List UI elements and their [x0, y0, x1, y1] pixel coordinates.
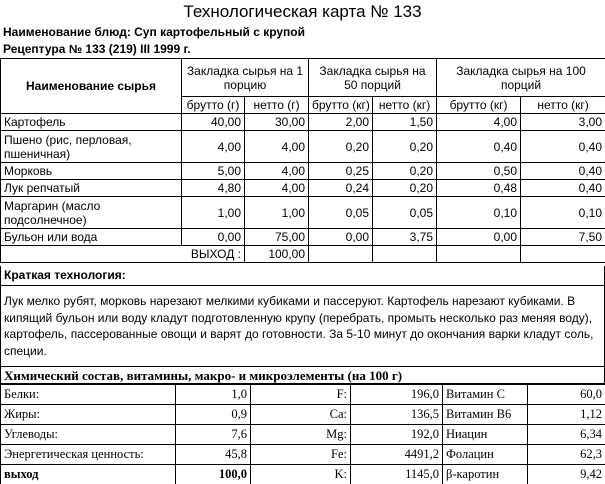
- table-row: [1, 405, 605, 425]
- cell-value: 2,00: [309, 114, 373, 131]
- ingredients-table: [0, 58, 605, 263]
- cell-value: 0,20: [373, 180, 437, 197]
- nutrient-value: 7,6: [176, 425, 251, 445]
- cell-value: 0,40: [521, 163, 605, 180]
- table-row: [1, 229, 605, 246]
- cell-value: 5,00: [182, 163, 245, 180]
- nutrient-value: 45,8: [176, 445, 251, 465]
- group-header: Закладка сырья на 1 порцию: [182, 59, 309, 97]
- sub-header: нетто (г): [245, 97, 309, 114]
- ingredient-name: Бульон или вода: [1, 229, 182, 246]
- table-row: [1, 385, 605, 405]
- cell-value: 0,20: [309, 131, 373, 163]
- cell-value: 0,00: [182, 229, 245, 246]
- nutrient-label: Углеводы:: [1, 425, 176, 445]
- cell-value: 4,00: [245, 163, 309, 180]
- vitamin-value: 9,42: [528, 465, 605, 484]
- table-row: [1, 445, 605, 465]
- technology-header: Краткая технология:: [0, 266, 605, 286]
- ingredient-name: Морковь: [1, 163, 182, 180]
- cell-value: 0,10: [437, 197, 521, 229]
- cell-value: 0,00: [309, 229, 373, 246]
- cell-value: 0,00: [437, 229, 521, 246]
- sub-header: брутто (г): [182, 97, 245, 114]
- element-label: Fe:: [251, 445, 351, 465]
- cell-value: 4,00: [437, 114, 521, 131]
- table-row: [1, 131, 605, 163]
- element-value: 192,0: [351, 425, 443, 445]
- cell-value: 3,75: [373, 229, 437, 246]
- cell-value: 0,24: [309, 180, 373, 197]
- dish-name: Наименование блюд: Суп картофельный с крупой: [3, 25, 306, 39]
- cell-value: 0,25: [309, 163, 373, 180]
- ingredient-name: Пшено (рис, перловая, пшеничная): [1, 131, 182, 163]
- cell-value: 4,80: [182, 180, 245, 197]
- sub-header: брутто (кг): [309, 97, 373, 114]
- technology-text: Лук мелко рубят, морковь нарезают мелкими кубиками и пассеруют. Картофель нарезают кубиками. В кипящий бульон или воду кладут подготовленную крупу (перебрать, промыть несколько раз меняя воду), картофель, пассерованные овощи и варят до готовности. За 5-10 минут до окончания варки кладут соль, специи.: [0, 286, 605, 366]
- table-row: [1, 197, 605, 229]
- yield-label: ВЫХОД :: [1, 246, 245, 263]
- cell-value: 4,00: [245, 180, 309, 197]
- cell-value: 4,00: [245, 131, 309, 163]
- sub-header: брутто (кг): [437, 97, 521, 114]
- ingredient-name: Маргарин (масло подсолнечное): [1, 197, 182, 229]
- chemical-header: Химический состав, витамины, макро- и микроэлементы (на 100 г): [0, 366, 605, 384]
- vitamin-label: Витамин В6: [443, 405, 528, 425]
- cell-value: 40,00: [182, 114, 245, 131]
- sub-header: нетто (кг): [373, 97, 437, 114]
- nutrient-value: 0,9: [176, 405, 251, 425]
- nutrient-label: Энергетическая ценность:: [1, 445, 176, 465]
- vitamin-label: Витамин С: [443, 385, 528, 405]
- group-header: Закладка сырья на 100 порций: [437, 59, 605, 97]
- element-value: 136,5: [351, 405, 443, 425]
- element-label: Ca:: [251, 405, 351, 425]
- yield-label: выход: [1, 465, 176, 484]
- sub-header: нетто (кг): [521, 97, 605, 114]
- vitamin-value: 6,34: [528, 425, 605, 445]
- cell-value: 0,20: [373, 163, 437, 180]
- cell-value: 7,50: [521, 229, 605, 246]
- cell-value: 0,40: [521, 131, 605, 163]
- element-label: K:: [251, 465, 351, 484]
- yield-value: 100,00: [245, 246, 309, 263]
- element-label: Mg:: [251, 425, 351, 445]
- cell-value: 0,05: [309, 197, 373, 229]
- cell-value: 30,00: [245, 114, 309, 131]
- page-title: Технологическая карта № 133: [183, 2, 422, 21]
- element-label: F:: [251, 385, 351, 405]
- chemical-table: [0, 384, 605, 484]
- cell-value: 0,10: [521, 197, 605, 229]
- element-value: 4491,2: [351, 445, 443, 465]
- yield-row: [1, 246, 605, 263]
- vitamin-value: 62,3: [528, 445, 605, 465]
- vitamin-label: β-каротин: [443, 465, 528, 484]
- table-row: [1, 114, 605, 131]
- table-row: [1, 425, 605, 445]
- nutrient-value: 1,0: [176, 385, 251, 405]
- element-value: 196,0: [351, 385, 443, 405]
- element-value: 1145,0: [351, 465, 443, 484]
- cell-value: 0,05: [373, 197, 437, 229]
- vitamin-value: 60,0: [528, 385, 605, 405]
- recipe-number: Рецептура № 133 (219) III 1999 г.: [3, 42, 191, 56]
- ingredient-name: Картофель: [1, 114, 182, 131]
- nutrient-label: Жиры:: [1, 405, 176, 425]
- group-header: Закладка сырья на 50 порций: [309, 59, 437, 97]
- cell-value: 1,50: [373, 114, 437, 131]
- table-row: [1, 465, 605, 484]
- cell-value: 0,40: [521, 180, 605, 197]
- cell-value: 0,48: [437, 180, 521, 197]
- cell-value: 75,00: [245, 229, 309, 246]
- nutrient-label: Белки:: [1, 385, 176, 405]
- cell-value: 0,50: [437, 163, 521, 180]
- table-row: [1, 180, 605, 197]
- vitamin-label: Фолацин: [443, 445, 528, 465]
- vitamin-label: Ниацин: [443, 425, 528, 445]
- cell-value: 1,00: [182, 197, 245, 229]
- vitamin-value: 1,12: [528, 405, 605, 425]
- cell-value: 0,20: [373, 131, 437, 163]
- yield-value: 100,0: [176, 465, 251, 484]
- cell-value: 3,00: [521, 114, 605, 131]
- cell-value: 4,00: [182, 131, 245, 163]
- cell-value: 0,40: [437, 131, 521, 163]
- cell-value: 1,00: [245, 197, 309, 229]
- table-row: [1, 163, 605, 180]
- name-header: Наименование сырья: [1, 59, 182, 114]
- ingredient-name: Лук репчатый: [1, 180, 182, 197]
